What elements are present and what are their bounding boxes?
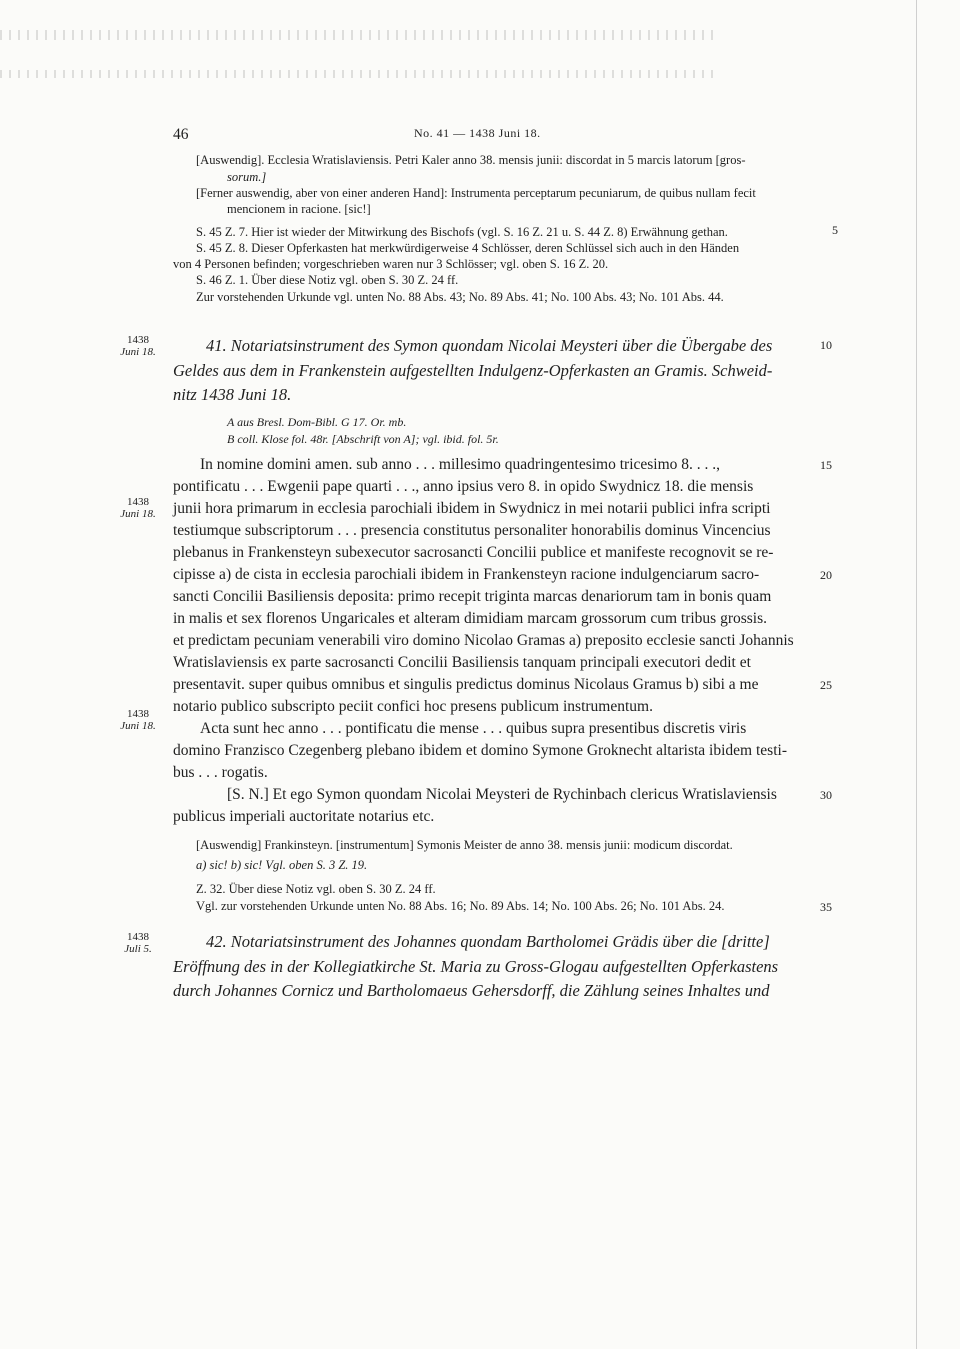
line-number-15: 15 <box>820 458 832 472</box>
doc41-body-11: presentavit. super quibus omnibus et singulis predictus dominus Nicolaus Gramus b) sibi a me <box>173 676 759 693</box>
margin-date-41 <box>118 334 158 358</box>
commentary-line-5: Zur vorstehenden Urkunde vgl. unten No. 88 Abs. 43; No. 89 Abs. 41; No. 100 Abs. 43; No. 101 Abs. 44. <box>196 290 724 304</box>
line-number-10: 10 <box>820 338 832 352</box>
doc41-note-1: [Auswendig] Frankinsteyn. [instrumentum] Symonis Meister de anno 38. mensis junii: modicum discordat. <box>196 838 733 852</box>
intro-note-2: sorum.] <box>227 170 267 184</box>
doc41-body-7: sancti Concilii Basiliensis deposita: primo recepit triginta marcas denariorum tam in bonis quam <box>173 588 772 605</box>
doc41-body-8: in malis et sex florenos Ungaricales et alteram dimidiam marcam grossorum cum tribus grossis. <box>173 610 768 627</box>
running-header: No. 41 — 1438 Juni 18. <box>414 126 541 140</box>
doc42-heading-2: Eröffnung des in der Kollegiatkirche St. Maria zu Gross-Glogau aufgestellten Opferkastens <box>173 957 779 976</box>
doc42-heading-3: durch Johannes Cornicz und Bartholomaeus Gehersdorff, die Zählung seines Inhaltes und <box>173 981 770 1000</box>
intro-note-1: [Auswendig]. Ecclesia Wratislaviensis. Petri Kaler anno 38. mensis junii: discordat in 5 marcis latorum [gros- <box>196 153 746 167</box>
margin-date-42 <box>118 931 158 955</box>
doc41-body-2: pontificatu . . . Ewgenii pape quarti . . ., anno ipsius vero 8. in opido Swydnicz 18. die mensis <box>173 478 754 495</box>
margin-year: 1438 <box>127 334 149 346</box>
commentary-line-2: S. 45 Z. 8. Dieser Opferkasten hat merkwürdigerweise 4 Schlösser, deren Schlüssel sich auch in den Händen <box>196 241 740 255</box>
margin-date-body-1 <box>118 496 158 520</box>
doc41-heading-3: nitz 1438 Juni 18. <box>173 385 292 404</box>
page-number: 46 <box>173 126 189 143</box>
line-number-5: 5 <box>832 223 838 237</box>
doc41-source-a: A aus Bresl. Dom-Bibl. G 17. Or. mb. <box>227 415 407 429</box>
margin-day: Juni 18. <box>120 720 156 732</box>
doc41-body-5: plebanus in Frankensteyn subexecutor sacrosancti Concilii publice et manifeste recognovit se re- <box>173 544 774 561</box>
margin-day: Juni 18. <box>120 508 156 520</box>
scan-noise-top <box>0 30 720 40</box>
doc41-note-2: a) sic! b) sic! Vgl. oben S. 3 Z. 19. <box>196 858 368 872</box>
intro-note-4: mencionem in racione. [sic!] <box>227 202 371 216</box>
margin-year: 1438 <box>127 496 149 508</box>
margin-year: 1438 <box>127 931 149 943</box>
doc41-body-12: notario publico subscripto peciit confici hoc presens publicum instrumentum. <box>173 698 653 715</box>
doc41-body-15: bus . . . rogatis. <box>173 764 268 781</box>
doc41-body-4: testiumque subscriptorum . . . presencia constitutus personaliter honorabilis dominus Vincencius <box>173 522 771 539</box>
scan-edge-line <box>916 0 917 1349</box>
commentary-line-4: S. 46 Z. 1. Über diese Notiz vgl. oben S. 30 Z. 24 ff. <box>196 273 459 287</box>
doc42-heading-1: 42. Notariatsinstrument des Johannes quondam Bartholomei Grädis über die [dritte] <box>206 932 770 951</box>
margin-day: Juli 5. <box>124 943 152 955</box>
doc41-body-6: cipisse a) de cista in ecclesia parochiali ibidem in Frankensteyn racione indulgenciarum sacro- <box>173 566 760 583</box>
line-number-20: 20 <box>820 568 832 582</box>
commentary-line-3: von 4 Personen befinden; vorgeschrieben waren nur 3 Schlösser; vgl. oben S. 16 Z. 20. <box>173 257 609 271</box>
margin-date-body-2 <box>118 708 158 732</box>
doc41-heading-1: 41. Notariatsinstrument des Symon quondam Nicolai Meysteri über die Übergabe des <box>206 336 773 355</box>
margin-day: Juni 18. <box>120 346 156 358</box>
line-number-30: 30 <box>820 788 832 802</box>
doc41-note-3: Z. 32. Über diese Notiz vgl. oben S. 30 Z. 24 ff. <box>196 882 436 896</box>
doc41-body-3: junii hora primarum in ecclesia parochiali ibidem in Swydnicz in mei notarii publici infra scripti <box>173 500 771 517</box>
doc41-body-17: publicus imperiali auctoritate notarius etc. <box>173 808 435 825</box>
doc41-body-14: domino Franzisco Czegenberg plebano ibidem et domino Symone Groknecht altarista ibidem testi- <box>173 742 787 759</box>
doc41-body-13: Acta sunt hec anno . . . pontificatu die mense . . . quibus supra presentibus discretis viris <box>200 720 747 737</box>
doc41-body-9: et predictam pecuniam venerabili viro domino Nicolao Gramas a) preposito ecclesie sancti Johannis <box>173 632 794 649</box>
doc41-source-b: B coll. Klose fol. 48r. [Abschrift von A]; vgl. ibid. fol. 5r. <box>227 432 499 446</box>
scan-noise-top-2 <box>0 70 720 78</box>
doc41-heading-2: Geldes aus dem in Frankenstein aufgestellten Indulgenz-Opferkasten an Gramis. Schweid- <box>173 361 773 380</box>
doc41-body-1: In nomine domini amen. sub anno . . . millesimo quadringentesimo tricesimo 8. . . ., <box>200 456 721 473</box>
commentary-line-1: S. 45 Z. 7. Hier ist wieder der Mitwirkung des Bischofs (vgl. S. 16 Z. 21 u. S. 44 Z. 8) Erwähnung gethan. <box>196 225 728 239</box>
line-number-25: 25 <box>820 678 832 692</box>
line-number-35: 35 <box>820 900 832 914</box>
doc41-body-10: Wratislaviensis ex parte sacrosancti Concilii Basiliensis tanquam principali executori dedit et <box>173 654 751 671</box>
doc41-body-16: [S. N.] Et ego Symon quondam Nicolai Meysteri de Rychinbach clericus Wratislaviensis <box>227 786 777 803</box>
doc41-note-4: Vgl. zur vorstehenden Urkunde unten No. 88 Abs. 16; No. 89 Abs. 14; No. 100 Abs. 26; No. 101 Abs. 24. <box>196 899 725 913</box>
intro-note-3: [Ferner auswendig, aber von einer anderen Hand]: Instrumenta perceptarum pecuniarum, de quibus nullam fecit <box>196 186 756 200</box>
margin-year: 1438 <box>127 708 149 720</box>
